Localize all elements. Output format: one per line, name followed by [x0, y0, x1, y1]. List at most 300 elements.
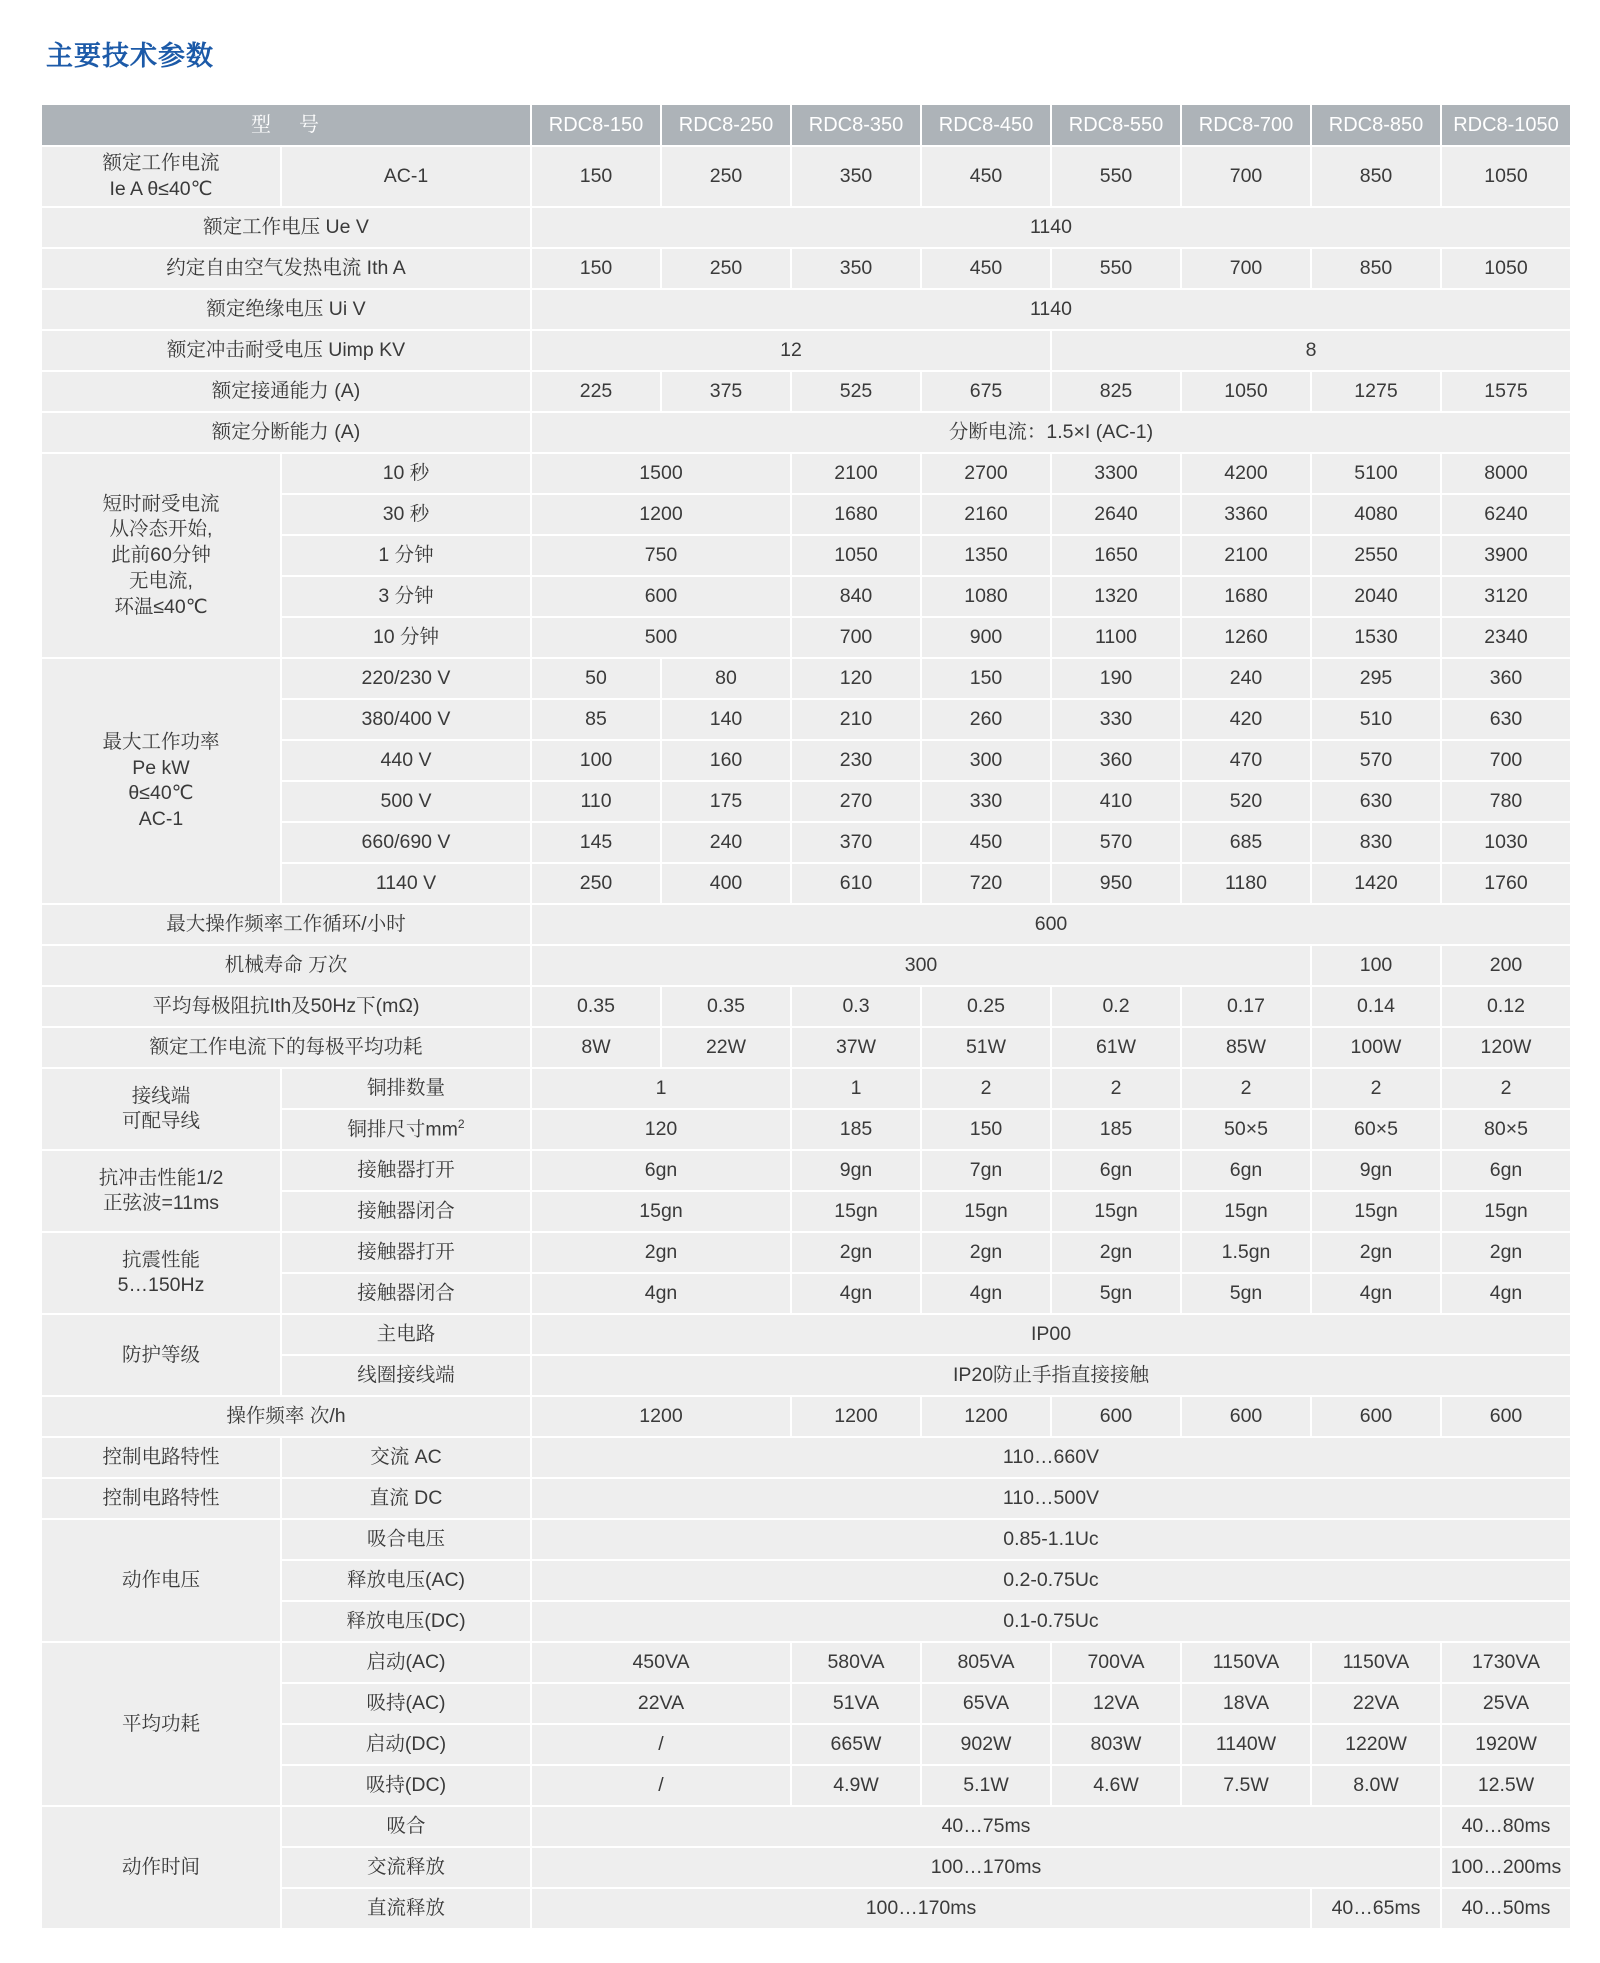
cell-power-loss-5: 85W [1182, 1028, 1310, 1067]
cell-control-circuit-ac: 110…660V [532, 1438, 1570, 1477]
cell-dc-release-850: 40…65ms [1312, 1889, 1440, 1928]
model-col-2: RDC8-350 [792, 105, 920, 145]
cell-start-dc-5: 1220W [1312, 1725, 1440, 1764]
cell-hold-ac-3: 12VA [1052, 1684, 1180, 1723]
cell-short-time-10s-2: 2700 [922, 454, 1050, 493]
row-sublabel-hold-ac: 吸持(AC) [282, 1684, 530, 1723]
row-sublabel-30s: 30 秒 [282, 495, 530, 534]
row-label-mechanical-life: 机械寿命 万次 [42, 946, 530, 985]
model-col-7: RDC8-1050 [1442, 105, 1570, 145]
row-sublabel-380-400v: 380/400 V [282, 700, 530, 739]
row-label-power-loss: 额定工作电流下的每极平均功耗 [42, 1028, 530, 1067]
cell-vib-close-4: 5gn [1182, 1274, 1310, 1313]
cell-max-power-380-4: 330 [1052, 700, 1180, 739]
cell-hold-ac-5: 22VA [1312, 1684, 1440, 1723]
cell-shock-open-6: 6gn [1442, 1151, 1570, 1190]
row-sublabel-close-time: 吸合 [282, 1807, 530, 1846]
cell-hold-dc-1: 4.9W [792, 1766, 920, 1805]
model-label-2: 号 [299, 113, 321, 136]
cell-shock-open-3: 6gn [1052, 1151, 1180, 1190]
cell-max-power-500-5: 520 [1182, 782, 1310, 821]
cell-power-loss-1: 22W [662, 1028, 790, 1067]
cell-vib-open-4: 1.5gn [1182, 1233, 1310, 1272]
cell-max-power-380-2: 210 [792, 700, 920, 739]
cell-start-dc-2: 902W [922, 1725, 1050, 1764]
cell-op-freq-3: 600 [1052, 1397, 1180, 1436]
cell-short-time-30s-1: 1680 [792, 495, 920, 534]
row-sublabel-copper-bar-size [282, 1110, 530, 1149]
cell-short-time-10min-3: 1100 [1052, 618, 1180, 657]
terminal-label-line2: 可配导线 [121, 1110, 200, 1133]
row-sublabel-pickup-voltage: 吸合电压 [282, 1520, 530, 1559]
cell-impedance-3: 0.25 [922, 987, 1050, 1026]
row-label-ith: 约定自由空气发热电流 Ith A [42, 249, 530, 288]
cell-max-power-380-1: 140 [662, 700, 790, 739]
cell-max-power-500-2: 270 [792, 782, 920, 821]
cell-rated-current-5: 700 [1182, 147, 1310, 206]
cell-start-ac-2: 805VA [922, 1643, 1050, 1682]
cell-start-ac-6: 1730VA [1442, 1643, 1570, 1682]
cell-copper-size-6: 80×5 [1442, 1110, 1570, 1149]
cell-ith-2: 350 [792, 249, 920, 288]
cell-short-time-30s-0: 1200 [532, 495, 790, 534]
table-row-max-power-220 [42, 659, 1570, 698]
cell-max-power-440-5: 470 [1182, 741, 1310, 780]
row-sublabel-release-voltage-ac: 释放电压(AC) [282, 1561, 530, 1600]
cell-rated-current-2: 350 [792, 147, 920, 206]
cell-max-power-660-3: 450 [922, 823, 1050, 862]
cell-short-time-10s-5: 5100 [1312, 454, 1440, 493]
cell-rated-current-7: 1050 [1442, 147, 1570, 206]
cell-max-power-1140-4: 950 [1052, 864, 1180, 903]
row-label-breaking-capacity: 额定分断能力 (A) [42, 413, 530, 452]
row-sublabel-release-voltage-dc: 释放电压(DC) [282, 1602, 530, 1641]
table-row-rated-voltage [42, 208, 1570, 247]
row-sublabel-660-690v: 660/690 V [282, 823, 530, 862]
cell-op-freq-1: 1200 [792, 1397, 920, 1436]
cell-ith-7: 1050 [1442, 249, 1570, 288]
row-label-short-time-current [42, 454, 280, 657]
cell-max-power-1140-7: 1760 [1442, 864, 1570, 903]
copper-size-label-sup: 2 [457, 1116, 465, 1131]
short-time-label-line5: 环温≤40℃ [114, 595, 208, 618]
cell-max-power-660-6: 830 [1312, 823, 1440, 862]
cell-mechanical-life-1050: 200 [1442, 946, 1570, 985]
cell-vib-close-3: 5gn [1052, 1274, 1180, 1313]
cell-short-time-30s-3: 2640 [1052, 495, 1180, 534]
cell-making-2: 525 [792, 372, 920, 411]
cell-max-power-220-3: 150 [922, 659, 1050, 698]
cell-copper-count-2: 2 [922, 1069, 1050, 1108]
cell-short-time-1min-3: 1650 [1052, 536, 1180, 575]
cell-ac-release-right: 100…200ms [1442, 1848, 1570, 1887]
cell-short-time-1min-6: 3900 [1442, 536, 1570, 575]
cell-power-loss-6: 100W [1312, 1028, 1440, 1067]
header-row [42, 105, 1570, 145]
cell-rated-current-3: 450 [922, 147, 1050, 206]
cell-dc-release-left: 100…170ms [532, 1889, 1310, 1928]
row-sublabel-main-circuit: 主电路 [282, 1315, 530, 1354]
cell-vib-close-5: 4gn [1312, 1274, 1440, 1313]
cell-max-power-440-7: 700 [1442, 741, 1570, 780]
row-label-rated-voltage: 额定工作电压 Ue V [42, 208, 530, 247]
cell-shock-open-0: 6gn [532, 1151, 790, 1190]
cell-op-freq-0: 1200 [532, 1397, 790, 1436]
row-label-making-capacity: 额定接通能力 (A) [42, 372, 530, 411]
cell-start-dc-0: / [532, 1725, 790, 1764]
row-label-operating-voltage: 动作电压 [42, 1520, 280, 1641]
max-power-label-line1: 最大工作功率 [102, 731, 220, 753]
cell-short-time-3min-2: 1080 [922, 577, 1050, 616]
row-label-protection-degree: 防护等级 [42, 1315, 280, 1395]
cell-op-freq-2: 1200 [922, 1397, 1050, 1436]
table-row-making-capacity [42, 372, 1570, 411]
table-row-max-operating-frequency [42, 905, 1570, 944]
cell-start-ac-4: 1150VA [1182, 1643, 1310, 1682]
model-col-6: RDC8-850 [1312, 105, 1440, 145]
row-label-impedance: 平均每极阻抗Ith及50Hz下(mΩ) [42, 987, 530, 1026]
cell-copper-size-5: 60×5 [1312, 1110, 1440, 1149]
cell-short-time-1min-4: 2100 [1182, 536, 1310, 575]
cell-op-freq-6: 600 [1442, 1397, 1570, 1436]
rated-current-label-line1: 额定工作电流 [102, 152, 220, 174]
row-sublabel-ac1: AC-1 [282, 147, 530, 206]
cell-shock-close-1: 15gn [792, 1192, 920, 1231]
cell-hold-dc-4: 7.5W [1182, 1766, 1310, 1805]
model-col-1: RDC8-250 [662, 105, 790, 145]
cell-impedance-6: 0.14 [1312, 987, 1440, 1026]
row-label-average-power-consumption: 平均功耗 [42, 1643, 280, 1805]
cell-ith-5: 700 [1182, 249, 1310, 288]
table-row-control-circuit-ac [42, 1438, 1570, 1477]
cell-shock-close-3: 15gn [1052, 1192, 1180, 1231]
row-sublabel-3min: 3 分钟 [282, 577, 530, 616]
cell-max-power-1140-0: 250 [532, 864, 660, 903]
cell-ith-4: 550 [1052, 249, 1180, 288]
table-row-rated-current [42, 147, 1570, 206]
cell-max-power-220-4: 190 [1052, 659, 1180, 698]
table-row-copper-bar-count [42, 1069, 1570, 1108]
cell-max-power-1140-2: 610 [792, 864, 920, 903]
cell-rated-current-4: 550 [1052, 147, 1180, 206]
table-row-pickup-voltage [42, 1520, 1570, 1559]
cell-ith-3: 450 [922, 249, 1050, 288]
rated-current-label-line2: Ie A θ≤40℃ [109, 177, 213, 200]
cell-max-power-440-6: 570 [1312, 741, 1440, 780]
cell-copper-size-3: 185 [1052, 1110, 1180, 1149]
row-sublabel-vibration-close: 接触器闭合 [282, 1274, 530, 1313]
cell-protection-coil: IP20防止手指直接接触 [532, 1356, 1570, 1395]
table-row-close-time [42, 1807, 1570, 1846]
row-label-control-circuit-ac: 控制电路特性 [42, 1438, 280, 1477]
cell-rated-voltage: 1140 [532, 208, 1570, 247]
cell-copper-count-4: 2 [1182, 1069, 1310, 1108]
max-power-label-line4: AC-1 [138, 808, 184, 831]
cell-short-time-10s-3: 3300 [1052, 454, 1180, 493]
row-sublabel-start-ac: 启动(AC) [282, 1643, 530, 1682]
terminal-label-line1: 接线端 [131, 1084, 191, 1107]
table-row-breaking-capacity [42, 413, 1570, 452]
max-power-label-line2: Pe kW [132, 756, 190, 779]
row-sublabel-shock-open: 接触器打开 [282, 1151, 530, 1190]
cell-max-power-440-1: 160 [662, 741, 790, 780]
model-header-cell [42, 105, 530, 145]
row-sublabel-dc: 直流 DC [282, 1479, 530, 1518]
vibration-label-line1: 抗震性能 [121, 1248, 200, 1271]
cell-vib-open-0: 2gn [532, 1233, 790, 1272]
row-label-max-power [42, 659, 280, 903]
cell-power-loss-2: 37W [792, 1028, 920, 1067]
row-sublabel-vibration-open: 接触器打开 [282, 1233, 530, 1272]
cell-making-7: 1575 [1442, 372, 1570, 411]
cell-max-power-660-1: 240 [662, 823, 790, 862]
cell-hold-ac-2: 65VA [922, 1684, 1050, 1723]
row-label-uimp: 额定冲击耐受电压 Uimp KV [42, 331, 530, 370]
cell-impedance-5: 0.17 [1182, 987, 1310, 1026]
cell-vib-open-6: 2gn [1442, 1233, 1570, 1272]
row-sublabel-start-dc: 启动(DC) [282, 1725, 530, 1764]
cell-max-power-440-3: 300 [922, 741, 1050, 780]
cell-control-circuit-dc: 110…500V [532, 1479, 1570, 1518]
cell-shock-open-5: 9gn [1312, 1151, 1440, 1190]
max-power-label-line3: θ≤40℃ [128, 782, 194, 805]
cell-max-power-220-2: 120 [792, 659, 920, 698]
cell-shock-close-2: 15gn [922, 1192, 1050, 1231]
cell-hold-ac-1: 51VA [792, 1684, 920, 1723]
cell-hold-dc-6: 12.5W [1442, 1766, 1570, 1805]
row-sublabel-copper-bar-count: 铜排数量 [282, 1069, 530, 1108]
cell-max-power-440-2: 230 [792, 741, 920, 780]
cell-start-dc-4: 1140W [1182, 1725, 1310, 1764]
short-time-label-line4: 无电流, [129, 569, 193, 592]
model-col-5: RDC8-700 [1182, 105, 1310, 145]
row-sublabel-1min: 1 分钟 [282, 536, 530, 575]
table-row-vibration-open [42, 1233, 1570, 1272]
cell-protection-main: IP00 [532, 1315, 1570, 1354]
row-sublabel-500v: 500 V [282, 782, 530, 821]
cell-start-dc-1: 665W [792, 1725, 920, 1764]
cell-vib-close-6: 4gn [1442, 1274, 1570, 1313]
row-sublabel-1140v: 1140 V [282, 864, 530, 903]
cell-making-3: 675 [922, 372, 1050, 411]
cell-max-power-220-5: 240 [1182, 659, 1310, 698]
table-header [42, 105, 1570, 145]
copper-size-label-text: 铜排尺寸mm [347, 1118, 458, 1141]
cell-max-power-380-7: 630 [1442, 700, 1570, 739]
table-row-impedance [42, 987, 1570, 1026]
cell-uimp-left: 12 [532, 331, 1050, 370]
cell-max-power-380-6: 510 [1312, 700, 1440, 739]
cell-shock-close-0: 15gn [532, 1192, 790, 1231]
cell-short-time-30s-5: 4080 [1312, 495, 1440, 534]
cell-max-power-660-2: 370 [792, 823, 920, 862]
cell-copper-size-0: 120 [532, 1110, 790, 1149]
cell-power-loss-4: 61W [1052, 1028, 1180, 1067]
table-row-mechanical-life [42, 946, 1570, 985]
model-col-0: RDC8-150 [532, 105, 660, 145]
cell-ith-1: 250 [662, 249, 790, 288]
row-label-control-circuit-dc: 控制电路特性 [42, 1479, 280, 1518]
cell-shock-open-2: 7gn [922, 1151, 1050, 1190]
row-label-vibration-resistance [42, 1233, 280, 1313]
row-label-rated-current [42, 147, 280, 206]
cell-short-time-10min-4: 1260 [1182, 618, 1310, 657]
cell-copper-count-0: 1 [532, 1069, 790, 1108]
cell-start-dc-6: 1920W [1442, 1725, 1570, 1764]
cell-making-5: 1050 [1182, 372, 1310, 411]
table-row-shock-open [42, 1151, 1570, 1190]
row-sublabel-ac: 交流 AC [282, 1438, 530, 1477]
cell-power-loss-0: 8W [532, 1028, 660, 1067]
row-label-action-time: 动作时间 [42, 1807, 280, 1928]
cell-max-power-1140-1: 400 [662, 864, 790, 903]
cell-making-6: 1275 [1312, 372, 1440, 411]
table-row-short-time-10s [42, 454, 1570, 493]
cell-rated-current-6: 850 [1312, 147, 1440, 206]
cell-max-power-660-0: 145 [532, 823, 660, 862]
cell-ith-6: 850 [1312, 249, 1440, 288]
cell-hold-ac-6: 25VA [1442, 1684, 1570, 1723]
cell-short-time-10min-1: 700 [792, 618, 920, 657]
row-sublabel-10min: 10 分钟 [282, 618, 530, 657]
table-row-operating-frequency [42, 1397, 1570, 1436]
cell-making-1: 375 [662, 372, 790, 411]
cell-start-ac-0: 450VA [532, 1643, 790, 1682]
cell-vib-close-1: 4gn [792, 1274, 920, 1313]
cell-short-time-10min-5: 1530 [1312, 618, 1440, 657]
cell-mechanical-life-850: 100 [1312, 946, 1440, 985]
cell-max-power-1140-5: 1180 [1182, 864, 1310, 903]
cell-impedance-4: 0.2 [1052, 987, 1180, 1026]
cell-shock-open-1: 9gn [792, 1151, 920, 1190]
short-time-label-line1: 短时耐受电流 [102, 492, 220, 515]
cell-hold-ac-0: 22VA [532, 1684, 790, 1723]
cell-max-power-220-7: 360 [1442, 659, 1570, 698]
cell-copper-count-1: 1 [792, 1069, 920, 1108]
page-title: 主要技术参数 [46, 41, 214, 71]
cell-shock-open-4: 6gn [1182, 1151, 1310, 1190]
cell-release-voltage-dc: 0.1-0.75Uc [532, 1602, 1570, 1641]
row-label-max-operating-frequency: 最大操作频率工作循环/小时 [42, 905, 530, 944]
row-sublabel-coil-terminal: 线圈接线端 [282, 1356, 530, 1395]
cell-hold-dc-0: / [532, 1766, 790, 1805]
cell-short-time-10s-1: 2100 [792, 454, 920, 493]
cell-max-power-500-6: 630 [1312, 782, 1440, 821]
table-row-ith [42, 249, 1570, 288]
cell-short-time-10min-6: 2340 [1442, 618, 1570, 657]
table-row-power-loss [42, 1028, 1570, 1067]
cell-op-freq-4: 600 [1182, 1397, 1310, 1436]
cell-short-time-1min-1: 1050 [792, 536, 920, 575]
cell-short-time-1min-5: 2550 [1312, 536, 1440, 575]
row-sublabel-ac-release-time: 交流释放 [282, 1848, 530, 1887]
row-sublabel-440v: 440 V [282, 741, 530, 780]
cell-short-time-3min-6: 3120 [1442, 577, 1570, 616]
cell-power-loss-7: 120W [1442, 1028, 1570, 1067]
cell-max-power-1140-3: 720 [922, 864, 1050, 903]
cell-start-ac-3: 700VA [1052, 1643, 1180, 1682]
cell-max-power-1140-6: 1420 [1312, 864, 1440, 903]
table-row-ui [42, 290, 1570, 329]
cell-rated-current-1: 250 [662, 147, 790, 206]
cell-short-time-1min-2: 1350 [922, 536, 1050, 575]
cell-short-time-10s-4: 4200 [1182, 454, 1310, 493]
cell-making-4: 825 [1052, 372, 1180, 411]
cell-start-ac-5: 1150VA [1312, 1643, 1440, 1682]
cell-short-time-3min-0: 600 [532, 577, 790, 616]
cell-op-freq-5: 600 [1312, 1397, 1440, 1436]
row-sublabel-10s: 10 秒 [282, 454, 530, 493]
vibration-label-line2: 5…150Hz [117, 1274, 205, 1297]
cell-rated-current-0: 150 [532, 147, 660, 206]
table-row-control-circuit-dc [42, 1479, 1570, 1518]
cell-mechanical-life-left: 300 [532, 946, 1310, 985]
cell-making-0: 225 [532, 372, 660, 411]
cell-close-time-left: 40…75ms [532, 1807, 1440, 1846]
cell-copper-size-1: 185 [792, 1110, 920, 1149]
cell-short-time-3min-5: 2040 [1312, 577, 1440, 616]
cell-breaking: 分断电流：1.5×I (AC-1) [532, 413, 1570, 452]
table-row-protection-main [42, 1315, 1570, 1354]
cell-short-time-10min-2: 900 [922, 618, 1050, 657]
cell-short-time-10min-0: 500 [532, 618, 790, 657]
cell-copper-count-3: 2 [1052, 1069, 1180, 1108]
cell-hold-dc-2: 5.1W [922, 1766, 1050, 1805]
cell-short-time-30s-4: 3360 [1182, 495, 1310, 534]
cell-shock-close-6: 15gn [1442, 1192, 1570, 1231]
cell-max-power-380-5: 420 [1182, 700, 1310, 739]
cell-close-time-right: 40…80ms [1442, 1807, 1570, 1846]
row-sublabel-hold-dc: 吸持(DC) [282, 1766, 530, 1805]
cell-short-time-10s-0: 1500 [532, 454, 790, 493]
cell-max-operating-frequency: 600 [532, 905, 1570, 944]
cell-ith-0: 150 [532, 249, 660, 288]
cell-ui: 1140 [532, 290, 1570, 329]
cell-max-power-220-6: 295 [1312, 659, 1440, 698]
model-label-1: 型 [251, 113, 273, 136]
model-col-3: RDC8-450 [922, 105, 1050, 145]
cell-start-dc-3: 803W [1052, 1725, 1180, 1764]
row-label-terminal-wiring [42, 1069, 280, 1149]
table-row-uimp [42, 331, 1570, 370]
cell-copper-size-2: 150 [922, 1110, 1050, 1149]
cell-impedance-1: 0.35 [662, 987, 790, 1026]
cell-short-time-1min-0: 750 [532, 536, 790, 575]
technical-parameters-table [40, 103, 1572, 1930]
row-label-shock-resistance [42, 1151, 280, 1231]
cell-impedance-2: 0.3 [792, 987, 920, 1026]
shock-label-line2: 正弦波=11ms [102, 1192, 220, 1215]
cell-vib-open-1: 2gn [792, 1233, 920, 1272]
cell-hold-dc-5: 8.0W [1312, 1766, 1440, 1805]
cell-short-time-30s-2: 2160 [922, 495, 1050, 534]
cell-max-power-660-7: 1030 [1442, 823, 1570, 862]
cell-copper-count-5: 2 [1312, 1069, 1440, 1108]
cell-power-loss-3: 51W [922, 1028, 1050, 1067]
cell-vib-open-3: 2gn [1052, 1233, 1180, 1272]
cell-copper-size-4: 50×5 [1182, 1110, 1310, 1149]
cell-max-power-500-1: 175 [662, 782, 790, 821]
cell-vib-close-0: 4gn [532, 1274, 790, 1313]
cell-max-power-500-3: 330 [922, 782, 1050, 821]
shock-label-line1: 抗冲击性能1/2 [98, 1166, 224, 1189]
cell-vib-close-2: 4gn [922, 1274, 1050, 1313]
cell-impedance-0: 0.35 [532, 987, 660, 1026]
cell-max-power-380-3: 260 [922, 700, 1050, 739]
cell-pickup-voltage: 0.85-1.1Uc [532, 1520, 1570, 1559]
cell-copper-count-6: 2 [1442, 1069, 1570, 1108]
row-label-operating-frequency: 操作频率 次/h [42, 1397, 530, 1436]
